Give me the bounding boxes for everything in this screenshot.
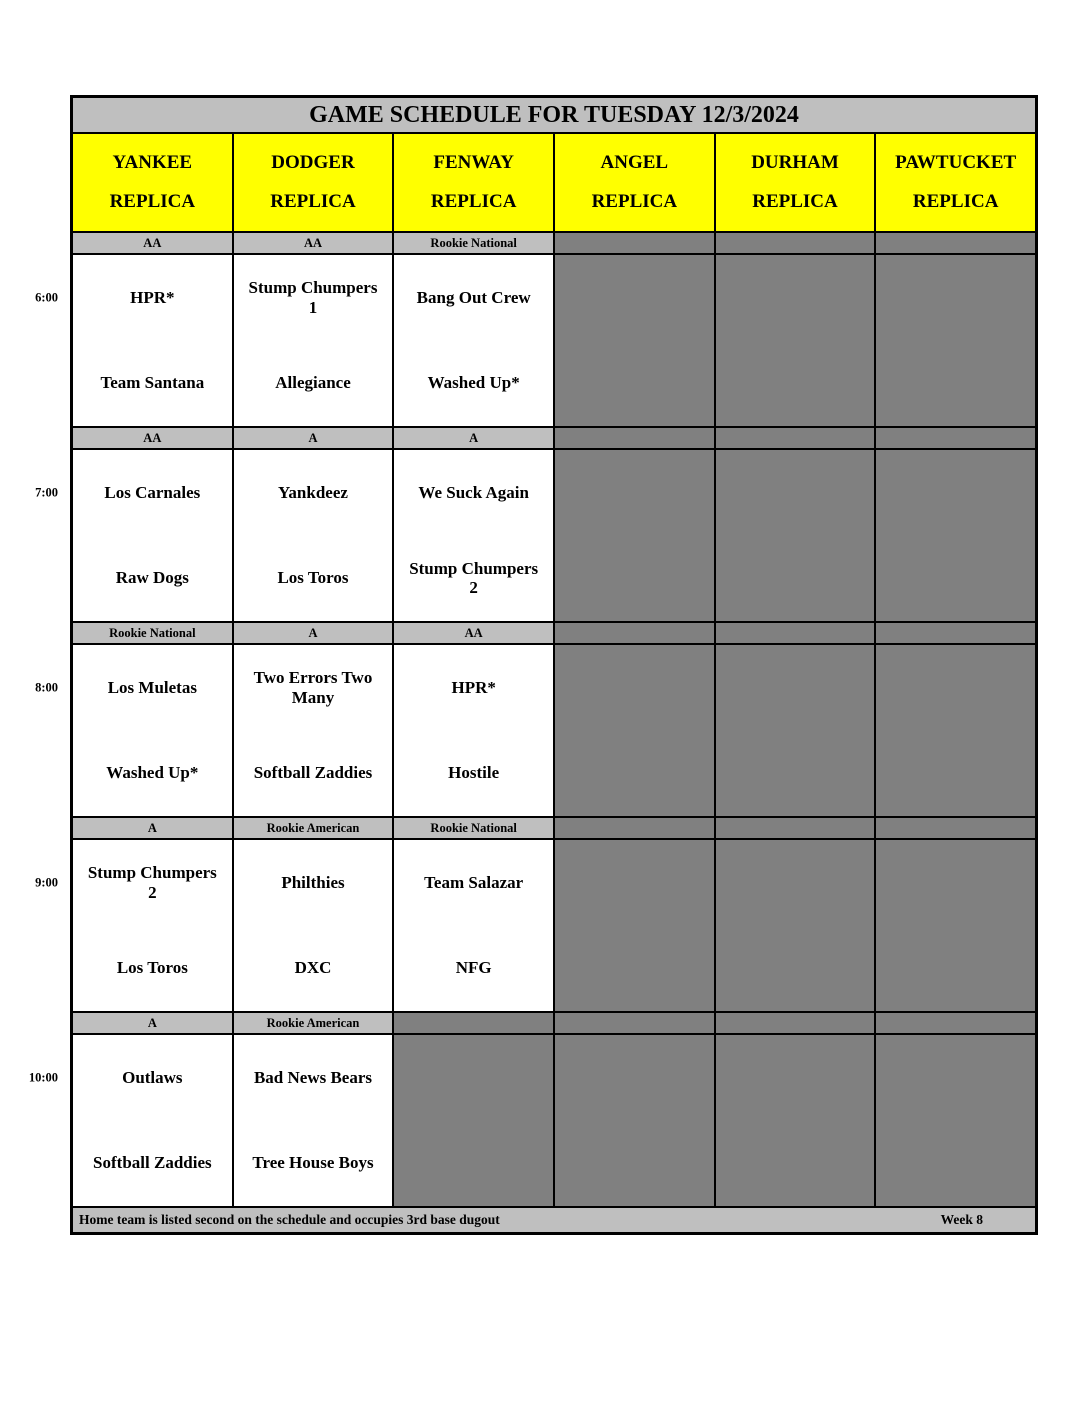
- empty-division-cell: [876, 818, 1035, 838]
- game-cell: [73, 450, 232, 621]
- field-name: PAWTUCKET: [895, 152, 1017, 173]
- home-team: Stump Chumpers 2: [409, 558, 539, 598]
- away-team: HPR*: [130, 287, 175, 307]
- field-replica-label: REPLICA: [430, 191, 517, 212]
- time-label: 7:00: [35, 485, 58, 500]
- division-cell: Rookie National: [394, 818, 553, 838]
- empty-game-cell: [876, 450, 1035, 621]
- division-cell: A: [234, 428, 393, 448]
- away-team: HPR*: [451, 677, 496, 697]
- empty-division-cell: [876, 1013, 1035, 1033]
- empty-game-cell: [876, 255, 1035, 426]
- time-label: 10:00: [28, 1070, 58, 1085]
- time-label: 9:00: [35, 875, 58, 890]
- field-replica-label: REPLICA: [912, 191, 999, 212]
- empty-division-cell: [716, 428, 875, 448]
- week-label: Week 8: [940, 1212, 983, 1227]
- field-replica-label: REPLICA: [270, 191, 356, 212]
- game-cell: [73, 1035, 232, 1206]
- field-replica-label: REPLICA: [109, 191, 196, 212]
- empty-game-cell: [876, 1035, 1035, 1206]
- away-team: Stump Chumpers 2: [87, 863, 217, 902]
- schedule-wrapper: [28, 95, 1038, 1235]
- field-replica-label: REPLICA: [591, 191, 678, 212]
- division-cell: A: [73, 1013, 232, 1033]
- field-header-fenway: [394, 134, 553, 231]
- empty-game-cell: [876, 840, 1035, 1011]
- field-header-dodger: [234, 134, 393, 231]
- empty-game-cell: [716, 840, 875, 1011]
- empty-game-cell: [555, 840, 714, 1011]
- empty-game-cell: [876, 645, 1035, 816]
- field-header-pawtucket: [876, 134, 1035, 231]
- game-cell: [73, 255, 232, 426]
- division-cell: Rookie National: [73, 623, 232, 643]
- field-name: YANKEE: [112, 152, 193, 173]
- game-cell: [234, 255, 393, 426]
- empty-division-cell: [876, 623, 1035, 643]
- game-cell: [394, 840, 553, 1011]
- away-team: Bang Out Crew: [416, 287, 531, 307]
- field-name: DURHAM: [751, 152, 839, 173]
- field-name: ANGEL: [600, 152, 669, 173]
- division-cell: Rookie National: [394, 233, 553, 253]
- empty-division-cell: [716, 233, 875, 253]
- empty-division-cell: [716, 818, 875, 838]
- home-team: Raw Dogs: [115, 568, 189, 588]
- away-team: Philthies: [281, 872, 345, 892]
- division-cell: A: [73, 818, 232, 838]
- field-header-angel: [555, 134, 714, 231]
- empty-division-cell: [876, 233, 1035, 253]
- time-label: 8:00: [35, 680, 58, 695]
- division-cell: Rookie American: [234, 1013, 393, 1033]
- away-team: Bad News Bears: [253, 1067, 373, 1087]
- empty-division-cell: [555, 1013, 714, 1033]
- empty-division-cell: [876, 428, 1035, 448]
- game-cell: [234, 645, 393, 816]
- footer-row: [73, 1208, 1035, 1232]
- field-name: FENWAY: [433, 152, 514, 173]
- division-cell: A: [234, 623, 393, 643]
- empty-division-cell: [716, 1013, 875, 1033]
- empty-division-cell: [555, 818, 714, 838]
- game-cell: [73, 840, 232, 1011]
- away-team: Stump Chumpers 1: [248, 278, 378, 317]
- empty-game-cell: [394, 1035, 553, 1206]
- empty-game-cell: [555, 450, 714, 621]
- game-cell: [234, 1035, 393, 1206]
- home-team: Allegiance: [275, 373, 351, 393]
- away-team: Team Salazar: [424, 872, 524, 892]
- game-cell: [73, 645, 232, 816]
- home-team: Team Santana: [100, 373, 205, 393]
- home-team: Hostile: [448, 763, 500, 783]
- empty-game-cell: [555, 255, 714, 426]
- division-cell: A: [394, 428, 553, 448]
- home-team: Tree House Boys: [252, 1153, 374, 1173]
- division-cell: AA: [394, 623, 553, 643]
- division-cell: Rookie American: [234, 818, 393, 838]
- away-team: Yankdeez: [278, 482, 348, 502]
- away-team: We Suck Again: [418, 482, 529, 502]
- home-team: Washed Up*: [427, 373, 520, 393]
- division-cell: AA: [73, 428, 232, 448]
- home-team: Washed Up*: [106, 763, 199, 783]
- field-replica-label: REPLICA: [752, 191, 838, 212]
- field-header-durham: [716, 134, 875, 231]
- empty-game-cell: [716, 255, 875, 426]
- empty-division-cell: [394, 1013, 553, 1033]
- away-team: Outlaws: [122, 1067, 183, 1087]
- field-name: DODGER: [271, 152, 355, 173]
- field-header-yankee: [73, 134, 232, 231]
- empty-game-cell: [555, 645, 714, 816]
- empty-game-cell: [716, 1035, 875, 1206]
- footer-note: Home team is listed second on the schedule and occupies 3rd base dugout: [79, 1212, 500, 1227]
- division-cell: AA: [234, 233, 393, 253]
- empty-game-cell: [555, 1035, 714, 1206]
- empty-division-cell: [555, 233, 714, 253]
- game-cell: [394, 255, 553, 426]
- schedule-table: [70, 95, 1038, 1235]
- empty-game-cell: [716, 450, 875, 621]
- away-team: Los Muletas: [107, 677, 197, 697]
- empty-division-cell: [716, 623, 875, 643]
- time-label: 6:00: [35, 290, 58, 305]
- empty-game-cell: [716, 645, 875, 816]
- home-team: Softball Zaddies: [253, 763, 373, 783]
- home-team: Softball Zaddies: [93, 1153, 212, 1173]
- schedule-title: GAME SCHEDULE FOR TUESDAY 12/3/2024: [73, 98, 1035, 132]
- game-cell: [234, 450, 393, 621]
- home-team: Los Toros: [116, 958, 188, 978]
- home-team: DXC: [294, 958, 332, 978]
- home-team: Los Toros: [277, 568, 349, 588]
- empty-division-cell: [555, 623, 714, 643]
- game-cell: [394, 450, 553, 621]
- away-team: Los Carnales: [104, 482, 201, 502]
- away-team: Two Errors Two Many: [253, 668, 373, 707]
- home-team: NFG: [455, 958, 492, 978]
- game-cell: [234, 840, 393, 1011]
- division-cell: AA: [73, 233, 232, 253]
- empty-division-cell: [555, 428, 714, 448]
- game-cell: [394, 645, 553, 816]
